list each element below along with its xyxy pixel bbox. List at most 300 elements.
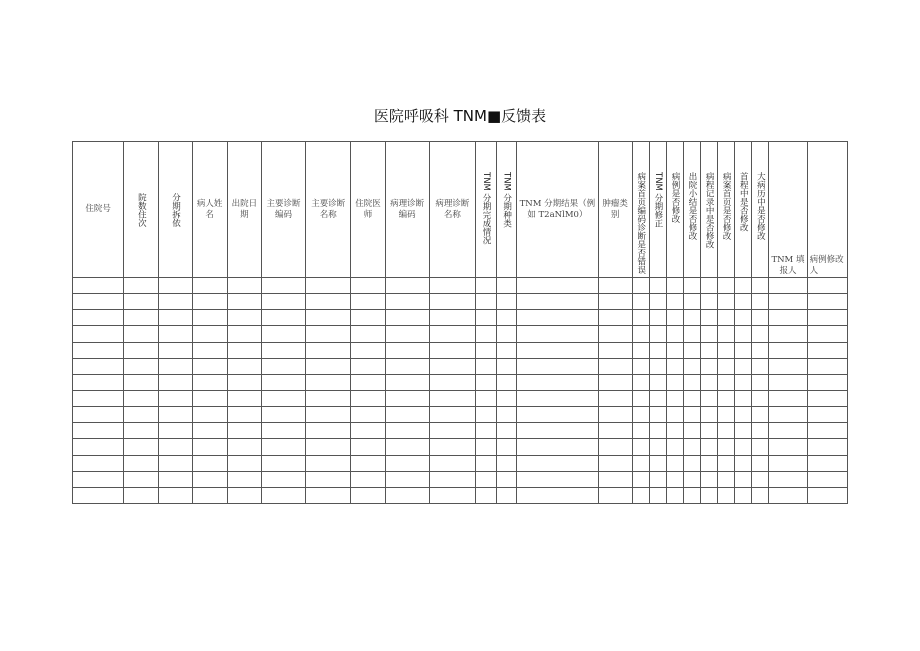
table-cell[interactable] [385,487,429,503]
table-cell[interactable] [752,390,769,406]
table-cell[interactable] [429,471,475,487]
table-cell[interactable] [497,471,517,487]
table-cell[interactable] [683,407,700,423]
table-cell[interactable] [429,455,475,471]
table-cell[interactable] [701,471,718,487]
table-cell[interactable] [497,487,517,503]
table-cell[interactable] [351,278,385,294]
table-cell[interactable] [429,439,475,455]
table-cell[interactable] [429,358,475,374]
table-cell[interactable] [632,310,649,326]
table-cell[interactable] [351,310,385,326]
table-cell[interactable] [735,390,752,406]
table-cell[interactable] [807,487,847,503]
table-cell[interactable] [649,439,666,455]
table-cell[interactable] [351,471,385,487]
table-cell[interactable] [159,423,192,439]
table-cell[interactable] [517,423,598,439]
table-cell[interactable] [124,471,159,487]
table-cell[interactable] [192,439,227,455]
table-cell[interactable] [124,390,159,406]
table-cell[interactable] [666,310,683,326]
table-cell[interactable] [752,407,769,423]
table-cell[interactable] [632,423,649,439]
table-cell[interactable] [73,358,124,374]
table-cell[interactable] [124,294,159,310]
table-cell[interactable] [227,455,261,471]
table-cell[interactable] [632,455,649,471]
table-cell[interactable] [124,358,159,374]
table-cell[interactable] [683,294,700,310]
table-cell[interactable] [227,310,261,326]
table-cell[interactable] [475,439,496,455]
table-cell[interactable] [666,487,683,503]
table-cell[interactable] [752,342,769,358]
table-cell[interactable] [769,390,807,406]
table-cell[interactable] [385,471,429,487]
table-cell[interactable] [683,423,700,439]
table-cell[interactable] [701,278,718,294]
table-cell[interactable] [124,439,159,455]
table-cell[interactable] [306,390,351,406]
table-cell[interactable] [649,326,666,342]
table-cell[interactable] [769,310,807,326]
table-cell[interactable] [807,374,847,390]
table-cell[interactable] [718,439,735,455]
table-cell[interactable] [385,326,429,342]
table-cell[interactable] [261,374,305,390]
table-cell[interactable] [306,471,351,487]
table-cell[interactable] [124,310,159,326]
table-cell[interactable] [227,471,261,487]
table-cell[interactable] [598,294,632,310]
table-cell[interactable] [632,326,649,342]
table-cell[interactable] [351,342,385,358]
table-cell[interactable] [192,374,227,390]
table-cell[interactable] [159,326,192,342]
table-cell[interactable] [159,390,192,406]
table-cell[interactable] [306,310,351,326]
table-cell[interactable] [701,358,718,374]
table-cell[interactable] [475,278,496,294]
table-cell[interactable] [649,487,666,503]
table-cell[interactable] [385,342,429,358]
table-cell[interactable] [598,310,632,326]
table-cell[interactable] [351,487,385,503]
table-cell[interactable] [261,278,305,294]
table-cell[interactable] [683,471,700,487]
table-cell[interactable] [517,439,598,455]
table-cell[interactable] [475,358,496,374]
table-cell[interactable] [718,390,735,406]
table-cell[interactable] [683,278,700,294]
table-cell[interactable] [385,390,429,406]
table-cell[interactable] [752,439,769,455]
table-cell[interactable] [683,455,700,471]
table-cell[interactable] [517,471,598,487]
table-cell[interactable] [666,439,683,455]
table-cell[interactable] [159,374,192,390]
table-cell[interactable] [683,390,700,406]
table-cell[interactable] [429,342,475,358]
table-cell[interactable] [385,455,429,471]
table-cell[interactable] [227,278,261,294]
table-cell[interactable] [735,310,752,326]
table-cell[interactable] [649,374,666,390]
table-cell[interactable] [752,471,769,487]
table-cell[interactable] [718,278,735,294]
table-cell[interactable] [73,471,124,487]
table-cell[interactable] [632,342,649,358]
table-cell[interactable] [683,310,700,326]
table-cell[interactable] [769,374,807,390]
table-cell[interactable] [159,407,192,423]
table-cell[interactable] [429,487,475,503]
table-cell[interactable] [497,342,517,358]
table-cell[interactable] [752,455,769,471]
table-cell[interactable] [261,310,305,326]
table-cell[interactable] [807,310,847,326]
table-cell[interactable] [429,310,475,326]
table-cell[interactable] [701,407,718,423]
table-cell[interactable] [752,294,769,310]
table-cell[interactable] [73,407,124,423]
table-cell[interactable] [124,342,159,358]
table-cell[interactable] [666,278,683,294]
table-cell[interactable] [598,423,632,439]
table-cell[interactable] [351,294,385,310]
table-cell[interactable] [769,342,807,358]
table-cell[interactable] [159,342,192,358]
table-cell[interactable] [517,374,598,390]
table-cell[interactable] [385,310,429,326]
table-cell[interactable] [497,439,517,455]
table-cell[interactable] [598,374,632,390]
table-cell[interactable] [497,278,517,294]
table-cell[interactable] [306,423,351,439]
table-cell[interactable] [475,326,496,342]
table-cell[interactable] [475,455,496,471]
table-cell[interactable] [159,358,192,374]
table-cell[interactable] [429,294,475,310]
table-cell[interactable] [807,407,847,423]
table-cell[interactable] [735,471,752,487]
table-cell[interactable] [598,278,632,294]
table-cell[interactable] [261,423,305,439]
table-cell[interactable] [261,294,305,310]
table-cell[interactable] [598,471,632,487]
table-cell[interactable] [632,407,649,423]
table-cell[interactable] [807,278,847,294]
table-cell[interactable] [192,326,227,342]
table-cell[interactable] [701,294,718,310]
table-cell[interactable] [701,326,718,342]
table-cell[interactable] [73,342,124,358]
table-cell[interactable] [517,455,598,471]
table-cell[interactable] [666,390,683,406]
table-cell[interactable] [752,374,769,390]
table-cell[interactable] [351,390,385,406]
table-cell[interactable] [517,342,598,358]
table-cell[interactable] [769,423,807,439]
table-cell[interactable] [497,358,517,374]
table-cell[interactable] [752,423,769,439]
table-cell[interactable] [385,358,429,374]
table-cell[interactable] [497,455,517,471]
table-cell[interactable] [429,423,475,439]
table-cell[interactable] [517,407,598,423]
table-cell[interactable] [598,342,632,358]
table-cell[interactable] [159,487,192,503]
table-cell[interactable] [701,310,718,326]
table-cell[interactable] [73,278,124,294]
table-cell[interactable] [807,439,847,455]
table-cell[interactable] [666,326,683,342]
table-cell[interactable] [192,487,227,503]
table-cell[interactable] [649,358,666,374]
table-cell[interactable] [666,358,683,374]
table-cell[interactable] [351,455,385,471]
table-cell[interactable] [807,471,847,487]
table-cell[interactable] [807,326,847,342]
table-cell[interactable] [385,294,429,310]
table-cell[interactable] [752,310,769,326]
table-cell[interactable] [769,455,807,471]
table-cell[interactable] [192,342,227,358]
table-cell[interactable] [769,439,807,455]
table-cell[interactable] [73,423,124,439]
table-cell[interactable] [306,278,351,294]
table-cell[interactable] [632,390,649,406]
table-cell[interactable] [598,487,632,503]
table-cell[interactable] [261,326,305,342]
table-cell[interactable] [429,278,475,294]
table-cell[interactable] [475,471,496,487]
table-cell[interactable] [649,471,666,487]
table-cell[interactable] [124,487,159,503]
table-cell[interactable] [73,294,124,310]
table-cell[interactable] [718,471,735,487]
table-cell[interactable] [718,342,735,358]
table-cell[interactable] [159,310,192,326]
table-cell[interactable] [73,390,124,406]
table-cell[interactable] [385,439,429,455]
table-cell[interactable] [769,407,807,423]
table-cell[interactable] [429,390,475,406]
table-cell[interactable] [351,326,385,342]
table-cell[interactable] [261,487,305,503]
table-cell[interactable] [475,294,496,310]
table-cell[interactable] [632,374,649,390]
table-cell[interactable] [649,294,666,310]
table-cell[interactable] [475,342,496,358]
table-cell[interactable] [598,439,632,455]
table-cell[interactable] [159,471,192,487]
table-cell[interactable] [159,278,192,294]
table-cell[interactable] [517,278,598,294]
table-cell[interactable] [718,374,735,390]
table-cell[interactable] [807,455,847,471]
table-cell[interactable] [683,374,700,390]
table-cell[interactable] [124,455,159,471]
table-cell[interactable] [649,407,666,423]
table-cell[interactable] [261,342,305,358]
table-cell[interactable] [351,407,385,423]
table-cell[interactable] [306,455,351,471]
table-cell[interactable] [385,407,429,423]
table-cell[interactable] [351,358,385,374]
table-cell[interactable] [227,439,261,455]
table-cell[interactable] [666,294,683,310]
table-cell[interactable] [306,439,351,455]
table-cell[interactable] [517,310,598,326]
table-cell[interactable] [73,310,124,326]
table-cell[interactable] [475,407,496,423]
table-cell[interactable] [718,358,735,374]
table-cell[interactable] [666,455,683,471]
table-cell[interactable] [649,423,666,439]
table-cell[interactable] [735,487,752,503]
table-cell[interactable] [306,294,351,310]
table-cell[interactable] [261,407,305,423]
table-cell[interactable] [735,407,752,423]
table-cell[interactable] [718,326,735,342]
table-cell[interactable] [227,423,261,439]
table-cell[interactable] [73,374,124,390]
table-cell[interactable] [261,358,305,374]
table-cell[interactable] [306,326,351,342]
table-cell[interactable] [261,439,305,455]
table-cell[interactable] [475,487,496,503]
table-cell[interactable] [497,294,517,310]
table-cell[interactable] [159,455,192,471]
table-cell[interactable] [517,294,598,310]
table-cell[interactable] [192,407,227,423]
table-cell[interactable] [261,390,305,406]
table-cell[interactable] [598,390,632,406]
table-cell[interactable] [632,294,649,310]
table-cell[interactable] [769,471,807,487]
table-cell[interactable] [306,487,351,503]
table-cell[interactable] [683,342,700,358]
table-cell[interactable] [159,294,192,310]
table-cell[interactable] [261,471,305,487]
table-cell[interactable] [701,390,718,406]
table-cell[interactable] [192,423,227,439]
table-cell[interactable] [701,439,718,455]
table-cell[interactable] [649,342,666,358]
table-cell[interactable] [497,423,517,439]
table-cell[interactable] [192,471,227,487]
table-cell[interactable] [429,326,475,342]
table-cell[interactable] [752,358,769,374]
table-cell[interactable] [306,407,351,423]
table-cell[interactable] [701,342,718,358]
table-cell[interactable] [475,310,496,326]
table-cell[interactable] [306,342,351,358]
table-cell[interactable] [769,358,807,374]
table-cell[interactable] [649,390,666,406]
table-cell[interactable] [351,439,385,455]
table-cell[interactable] [517,487,598,503]
table-cell[interactable] [124,326,159,342]
table-cell[interactable] [807,294,847,310]
table-cell[interactable] [735,342,752,358]
table-cell[interactable] [517,390,598,406]
table-cell[interactable] [497,407,517,423]
table-cell[interactable] [517,326,598,342]
table-cell[interactable] [227,407,261,423]
table-cell[interactable] [807,423,847,439]
table-cell[interactable] [124,374,159,390]
table-cell[interactable] [666,407,683,423]
table-cell[interactable] [683,487,700,503]
table-cell[interactable] [497,390,517,406]
table-cell[interactable] [718,310,735,326]
table-cell[interactable] [73,455,124,471]
table-cell[interactable] [475,423,496,439]
table-cell[interactable] [261,455,305,471]
table-cell[interactable] [598,326,632,342]
table-cell[interactable] [632,358,649,374]
table-cell[interactable] [769,294,807,310]
table-cell[interactable] [807,342,847,358]
table-cell[interactable] [666,342,683,358]
table-cell[interactable] [683,326,700,342]
table-cell[interactable] [752,487,769,503]
table-cell[interactable] [124,407,159,423]
table-cell[interactable] [192,278,227,294]
table-cell[interactable] [649,310,666,326]
table-cell[interactable] [735,455,752,471]
table-cell[interactable] [632,487,649,503]
table-cell[interactable] [429,374,475,390]
table-cell[interactable] [73,487,124,503]
table-cell[interactable] [683,358,700,374]
table-cell[interactable] [666,423,683,439]
table-cell[interactable] [735,374,752,390]
table-cell[interactable] [769,278,807,294]
table-cell[interactable] [385,374,429,390]
table-cell[interactable] [666,374,683,390]
table-cell[interactable] [306,358,351,374]
table-cell[interactable] [735,423,752,439]
table-cell[interactable] [632,278,649,294]
table-cell[interactable] [192,358,227,374]
table-cell[interactable] [807,358,847,374]
table-cell[interactable] [735,294,752,310]
table-cell[interactable] [718,423,735,439]
table-cell[interactable] [752,326,769,342]
table-cell[interactable] [718,407,735,423]
table-cell[interactable] [227,294,261,310]
table-cell[interactable] [752,278,769,294]
table-cell[interactable] [632,439,649,455]
table-cell[interactable] [769,487,807,503]
table-cell[interactable] [351,374,385,390]
table-cell[interactable] [227,374,261,390]
table-cell[interactable] [701,374,718,390]
table-cell[interactable] [598,407,632,423]
table-cell[interactable] [192,390,227,406]
table-cell[interactable] [385,423,429,439]
table-cell[interactable] [124,423,159,439]
table-cell[interactable] [192,294,227,310]
table-cell[interactable] [497,326,517,342]
table-cell[interactable] [701,423,718,439]
table-cell[interactable] [73,326,124,342]
table-cell[interactable] [227,358,261,374]
